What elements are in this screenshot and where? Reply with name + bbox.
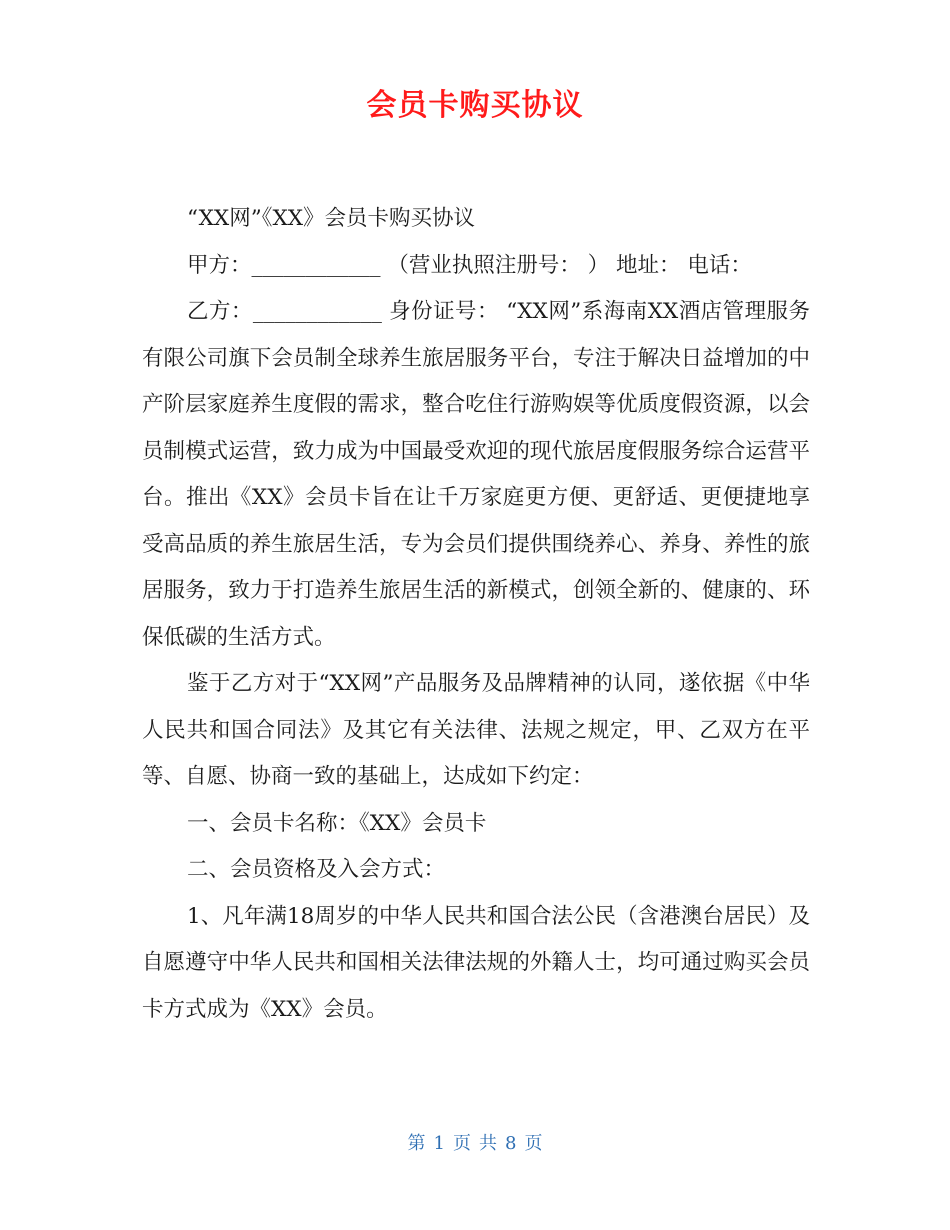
footer-page-number: 1	[433, 1133, 445, 1154]
clause-membership-heading: 二、会员资格及入会方式：	[187, 857, 446, 882]
party-a-line: 甲方：____________ （营业执照注册号： ） 地址： 电话：	[187, 252, 752, 278]
clause-card-name: 一、会员卡名称：《XX》会员卡	[187, 810, 487, 836]
agreement-heading: “XX网”《XX》会员卡购买协议	[187, 206, 476, 231]
agreement-basis-paragraph: 鉴于乙方对于“XX网”产品服务及品牌精神的认同，遂依据《中华人民共和国合同法》及其它有关法律、法规之规定，甲、乙双方在平等、自愿、协商一致的基础上，达成如下约定：	[142, 671, 810, 789]
footer-page-unit: 页	[453, 1133, 471, 1154]
footer-page-prefix: 第	[407, 1133, 426, 1154]
footer-total-unit: 页	[524, 1133, 543, 1154]
party-b-paragraph: 乙方：____________ 身份证号： “XX网”系海南XX酒店管理服务有限公司旗下会员制全球养生旅居服务平台，专注于解决日益增加的中产阶层家庭养生度假的需求，整合吃住行游购娱等优质度假资源，以会员制模式运营，致力成为中国最受欢迎的现代旅居度假服务综合运营平台。推出《XX》会员卡旨在让千万家庭更方便、更舒适、更便捷地享受高品质的养生旅居生活，专为会员们提供围绕养心、养身、养性的旅居服务，致力于打造养生旅居生活的新模式，创领全新的、健康的、环保低碳的生活方式。	[142, 299, 810, 650]
clause-membership-item-1: 1、凡年满18周岁的中华人民共和国合法公民（含港澳台居民）及自愿遵守中华人民共和国相关法律法规的外籍人士，均可通过购买会员卡方式成为《XX》会员。	[142, 903, 810, 1022]
footer-total-prefix: 共	[479, 1133, 497, 1154]
document-title: 会员卡购买协议	[366, 88, 584, 123]
footer-total-pages: 8	[505, 1133, 517, 1154]
document-body	[142, 196, 810, 1033]
page-footer	[0, 1130, 950, 1158]
